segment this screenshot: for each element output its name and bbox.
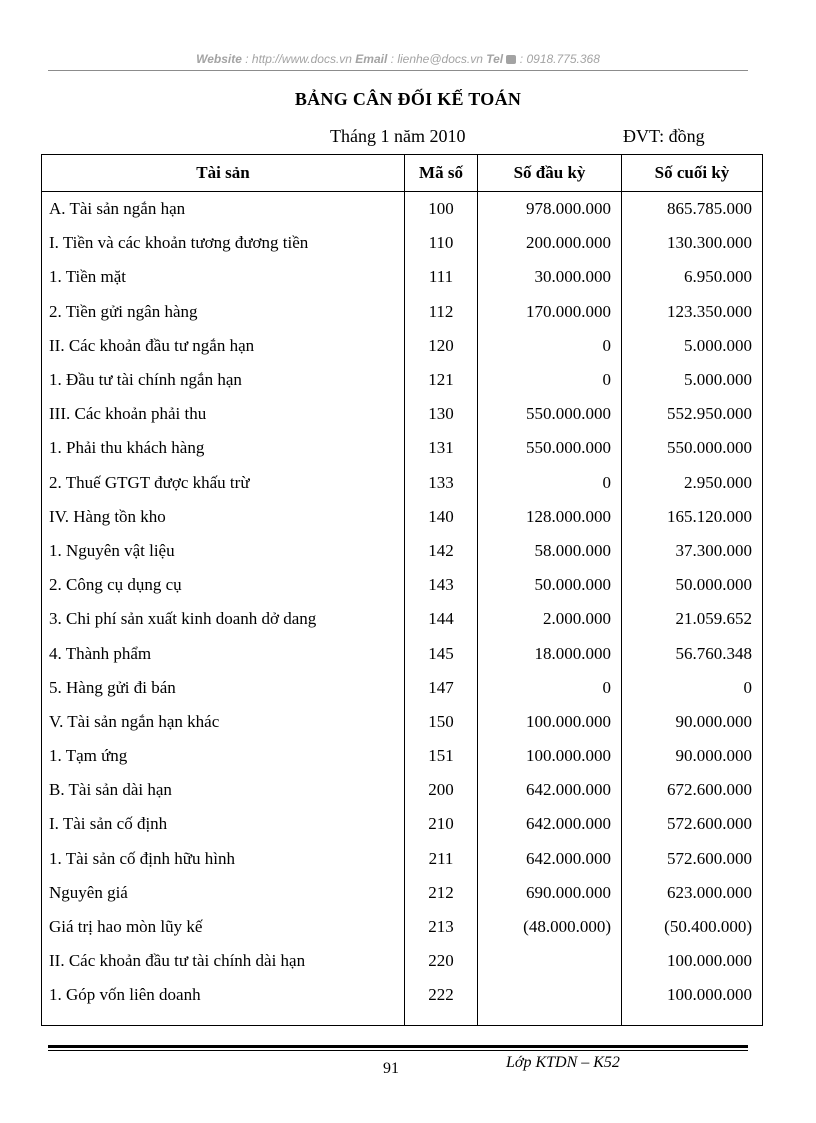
row-closing: 37.300.000 <box>622 534 763 568</box>
row-closing: 100.000.000 <box>622 978 763 1026</box>
row-code: 210 <box>405 807 478 841</box>
table-row <box>42 944 763 978</box>
row-code: 211 <box>405 842 478 876</box>
row-closing: 90.000.000 <box>622 705 763 739</box>
row-name: A. Tài sản ngắn hạn <box>42 192 405 227</box>
header-divider <box>48 70 748 71</box>
website-value: : http://www.docs.vn <box>241 52 356 66</box>
footer-divider-thick <box>48 1045 748 1048</box>
header-assets: Tài sản <box>42 155 405 192</box>
email-label: Email <box>355 52 388 66</box>
row-opening: (48.000.000) <box>478 910 622 944</box>
row-code: 151 <box>405 739 478 773</box>
table-row <box>42 568 763 602</box>
row-code: 131 <box>405 431 478 465</box>
row-name: 1. Góp vốn liên doanh <box>42 978 405 1026</box>
row-closing: 165.120.000 <box>622 500 763 534</box>
table-row <box>42 910 763 944</box>
table-row <box>42 295 763 329</box>
row-closing: 5.000.000 <box>622 329 763 363</box>
row-code: 100 <box>405 192 478 227</box>
row-closing: 552.950.000 <box>622 397 763 431</box>
row-name: 1. Tiền mặt <box>42 260 405 294</box>
row-code: 150 <box>405 705 478 739</box>
row-name: 4. Thành phẩm <box>42 636 405 670</box>
row-name: 5. Hàng gửi đi bán <box>42 671 405 705</box>
row-closing: 56.760.348 <box>622 636 763 670</box>
table-row <box>42 602 763 636</box>
row-name: 3. Chi phí sản xuất kinh doanh dở dang <box>42 602 405 636</box>
row-opening: 50.000.000 <box>478 568 622 602</box>
phone-icon <box>506 55 516 64</box>
website-contact-header <box>48 52 748 66</box>
row-closing: 572.600.000 <box>622 842 763 876</box>
row-opening: 0 <box>478 329 622 363</box>
row-closing: 672.600.000 <box>622 773 763 807</box>
row-opening: 170.000.000 <box>478 295 622 329</box>
header-opening-balance: Số đầu kỳ <box>478 155 622 192</box>
row-opening: 642.000.000 <box>478 842 622 876</box>
table-row <box>42 876 763 910</box>
row-code: 144 <box>405 602 478 636</box>
table-row <box>42 705 763 739</box>
row-code: 213 <box>405 910 478 944</box>
row-name: III. Các khoản phải thu <box>42 397 405 431</box>
header-closing-balance: Số cuối kỳ <box>622 155 763 192</box>
row-name: II. Các khoản đầu tư ngắn hạn <box>42 329 405 363</box>
table-row <box>42 978 763 1026</box>
row-code: 145 <box>405 636 478 670</box>
row-opening: 200.000.000 <box>478 226 622 260</box>
row-opening: 0 <box>478 363 622 397</box>
row-name: 2. Tiền gửi ngân hàng <box>42 295 405 329</box>
row-opening: 550.000.000 <box>478 431 622 465</box>
row-code: 133 <box>405 466 478 500</box>
row-closing: 572.600.000 <box>622 807 763 841</box>
row-name: I. Tiền và các khoản tương đương tiền <box>42 226 405 260</box>
row-closing: 100.000.000 <box>622 944 763 978</box>
row-closing: 0 <box>622 671 763 705</box>
report-period: Tháng 1 năm 2010 <box>330 126 466 146</box>
table-row <box>42 431 763 465</box>
row-name: B. Tài sản dài hạn <box>42 773 405 807</box>
row-closing: 6.950.000 <box>622 260 763 294</box>
row-closing: 2.950.000 <box>622 466 763 500</box>
row-name: 1. Nguyên vật liệu <box>42 534 405 568</box>
row-opening: 58.000.000 <box>478 534 622 568</box>
row-code: 130 <box>405 397 478 431</box>
row-closing: 623.000.000 <box>622 876 763 910</box>
header-code: Mã số <box>405 155 478 192</box>
row-opening: 978.000.000 <box>478 192 622 227</box>
row-name: II. Các khoản đầu tư tài chính dài hạn <box>42 944 405 978</box>
row-opening: 0 <box>478 466 622 500</box>
row-name: 2. Công cụ dụng cụ <box>42 568 405 602</box>
row-closing: (50.400.000) <box>622 910 763 944</box>
row-closing: 21.059.652 <box>622 602 763 636</box>
row-opening: 100.000.000 <box>478 739 622 773</box>
row-name: IV. Hàng tồn kho <box>42 500 405 534</box>
table-row <box>42 260 763 294</box>
row-code: 111 <box>405 260 478 294</box>
table-row <box>42 466 763 500</box>
tel-label: Tel <box>486 52 504 66</box>
table-header-row <box>42 155 763 192</box>
row-opening: 128.000.000 <box>478 500 622 534</box>
row-opening: 642.000.000 <box>478 773 622 807</box>
row-name: 1. Phải thu khách hàng <box>42 431 405 465</box>
row-name: 1. Tài sản cố định hữu hình <box>42 842 405 876</box>
table-row <box>42 534 763 568</box>
table-row <box>42 671 763 705</box>
table-row <box>42 363 763 397</box>
row-closing: 865.785.000 <box>622 192 763 227</box>
row-opening: 30.000.000 <box>478 260 622 294</box>
row-closing: 90.000.000 <box>622 739 763 773</box>
row-name: Giá trị hao mòn lũy kế <box>42 910 405 944</box>
row-code: 112 <box>405 295 478 329</box>
document-title: BẢNG CÂN ĐỐI KẾ TOÁN <box>294 89 522 109</box>
row-opening: 0 <box>478 671 622 705</box>
row-code: 200 <box>405 773 478 807</box>
row-name: 2. Thuế GTGT được khấu trừ <box>42 466 405 500</box>
row-code: 222 <box>405 978 478 1026</box>
row-closing: 550.000.000 <box>622 431 763 465</box>
row-closing: 130.300.000 <box>622 226 763 260</box>
table-row <box>42 500 763 534</box>
class-label: Lớp KTDN – K52 <box>506 1054 620 1071</box>
table-row <box>42 636 763 670</box>
row-code: 121 <box>405 363 478 397</box>
table-row <box>42 192 763 227</box>
row-opening <box>478 978 622 1026</box>
row-opening: 18.000.000 <box>478 636 622 670</box>
row-code: 120 <box>405 329 478 363</box>
row-opening: 2.000.000 <box>478 602 622 636</box>
row-opening: 690.000.000 <box>478 876 622 910</box>
row-code: 212 <box>405 876 478 910</box>
row-opening <box>478 944 622 978</box>
table-row <box>42 329 763 363</box>
email-value: : lienhe@docs.vn <box>387 52 487 66</box>
row-opening: 642.000.000 <box>478 807 622 841</box>
row-opening: 100.000.000 <box>478 705 622 739</box>
balance-sheet-table <box>41 154 763 1026</box>
row-code: 140 <box>405 500 478 534</box>
row-name: Nguyên giá <box>42 876 405 910</box>
row-closing: 50.000.000 <box>622 568 763 602</box>
table-row <box>42 226 763 260</box>
row-code: 220 <box>405 944 478 978</box>
row-code: 143 <box>405 568 478 602</box>
table-row <box>42 773 763 807</box>
row-closing: 5.000.000 <box>622 363 763 397</box>
row-code: 110 <box>405 226 478 260</box>
row-name: 1. Đầu tư tài chính ngắn hạn <box>42 363 405 397</box>
table-row <box>42 739 763 773</box>
row-name: V. Tài sản ngắn hạn khác <box>42 705 405 739</box>
table-row <box>42 397 763 431</box>
table-row <box>42 807 763 841</box>
row-opening: 550.000.000 <box>478 397 622 431</box>
footer-divider-thin <box>48 1050 748 1051</box>
currency-unit: ĐVT: đồng <box>623 126 705 146</box>
website-label: Website <box>196 52 242 66</box>
row-code: 147 <box>405 671 478 705</box>
table-body <box>42 192 763 1026</box>
row-closing: 123.350.000 <box>622 295 763 329</box>
tel-value: : 0918.775.368 <box>516 52 600 66</box>
row-code: 142 <box>405 534 478 568</box>
row-name: I. Tài sản cố định <box>42 807 405 841</box>
row-name: 1. Tạm ứng <box>42 739 405 773</box>
table-row <box>42 842 763 876</box>
page-number: 91 <box>383 1060 399 1077</box>
